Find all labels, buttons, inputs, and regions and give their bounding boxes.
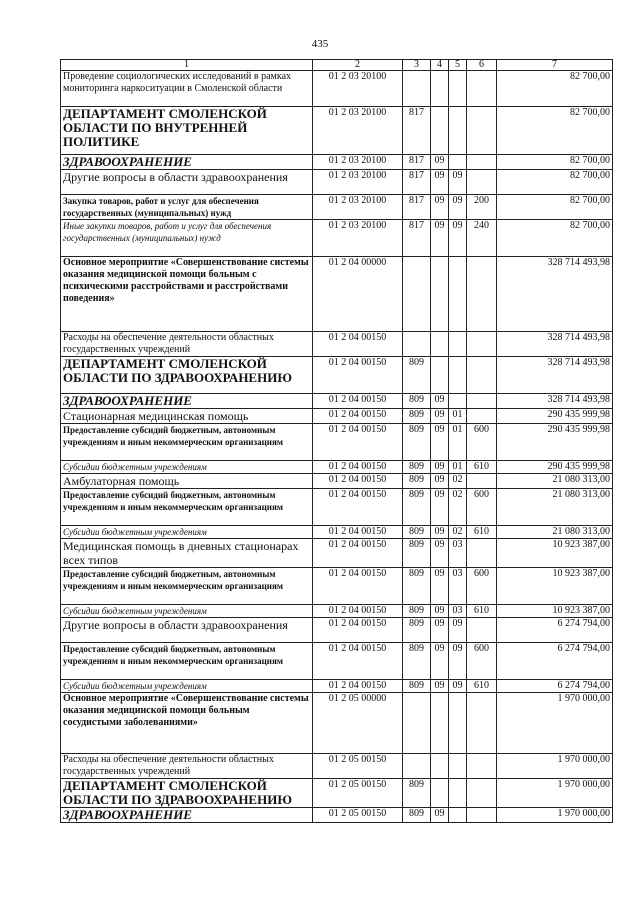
- header-cell: 5: [449, 60, 467, 71]
- subsection-cell: 09: [449, 220, 467, 257]
- subsection-cell: 03: [449, 568, 467, 605]
- expense-type-cell: 610: [467, 605, 497, 618]
- section-cell: [431, 257, 449, 332]
- admin-code-cell: 809: [403, 394, 431, 409]
- admin-code-cell: 809: [403, 424, 431, 461]
- amount-cell: 290 435 999,98: [497, 461, 613, 474]
- target-article-cell: 01 2 04 00150: [313, 424, 403, 461]
- section-cell: 09: [431, 680, 449, 693]
- row-name-cell: Закупка товаров, работ и услуг для обеспечения государственных (муниципальных) нужд: [61, 195, 313, 220]
- row-name-cell: Предоставление субсидий бюджетным, автономным учреждениям и иным некоммерческим организациям: [61, 568, 313, 605]
- subsection-cell: [449, 107, 467, 155]
- section-cell: [431, 71, 449, 107]
- table-row: [61, 409, 613, 424]
- section-cell: 09: [431, 394, 449, 409]
- table-row: [61, 568, 613, 605]
- admin-code-cell: 809: [403, 461, 431, 474]
- table-row: [61, 332, 613, 357]
- admin-code-cell: 809: [403, 568, 431, 605]
- subsection-cell: [449, 155, 467, 170]
- admin-code-cell: 817: [403, 107, 431, 155]
- row-name-cell: Основное мероприятие «Совершенствование системы оказания медицинской помощи больным с психическими расстройствами и расстройствами поведения»: [61, 257, 313, 332]
- subsection-cell: [449, 71, 467, 107]
- table-row: [61, 357, 613, 394]
- subsection-cell: 01: [449, 409, 467, 424]
- table-row: [61, 779, 613, 808]
- expense-type-cell: 610: [467, 680, 497, 693]
- section-cell: 09: [431, 489, 449, 526]
- row-name-cell: ДЕПАРТАМЕНТ СМОЛЕНСКОЙ ОБЛАСТИ ПО ЗДРАВООХРАНЕНИЮ: [61, 357, 313, 394]
- amount-cell: 328 714 493,98: [497, 257, 613, 332]
- row-name-cell: Расходы на обеспечение деятельности областных государственных учреждений: [61, 754, 313, 779]
- amount-cell: 21 080 313,00: [497, 489, 613, 526]
- subsection-cell: [449, 754, 467, 779]
- amount-cell: 82 700,00: [497, 220, 613, 257]
- expense-type-cell: [467, 618, 497, 643]
- subsection-cell: 01: [449, 424, 467, 461]
- admin-code-cell: 809: [403, 539, 431, 568]
- expense-type-cell: 610: [467, 526, 497, 539]
- row-name-cell: Стационарная медицинская помощь: [61, 409, 313, 424]
- expense-type-cell: 600: [467, 568, 497, 605]
- header-cell: 3: [403, 60, 431, 71]
- table-row: [61, 394, 613, 409]
- expense-type-cell: 610: [467, 461, 497, 474]
- amount-cell: 82 700,00: [497, 107, 613, 155]
- expense-type-cell: [467, 409, 497, 424]
- expense-type-cell: [467, 754, 497, 779]
- target-article-cell: 01 2 03 20100: [313, 155, 403, 170]
- section-cell: 09: [431, 618, 449, 643]
- section-cell: 09: [431, 155, 449, 170]
- table-row: [61, 605, 613, 618]
- target-article-cell: 01 2 03 20100: [313, 195, 403, 220]
- row-name-cell: ЗДРАВООХРАНЕНИЕ: [61, 155, 313, 170]
- subsection-cell: 09: [449, 618, 467, 643]
- target-article-cell: 01 2 04 00150: [313, 643, 403, 680]
- amount-cell: 290 435 999,98: [497, 409, 613, 424]
- section-cell: 09: [431, 474, 449, 489]
- target-article-cell: 01 2 04 00150: [313, 332, 403, 357]
- expense-type-cell: [467, 71, 497, 107]
- amount-cell: 328 714 493,98: [497, 394, 613, 409]
- subsection-cell: 03: [449, 605, 467, 618]
- subsection-cell: 02: [449, 526, 467, 539]
- section-cell: 09: [431, 409, 449, 424]
- table-row: [61, 71, 613, 107]
- amount-cell: 1 970 000,00: [497, 754, 613, 779]
- amount-cell: 6 274 794,00: [497, 680, 613, 693]
- admin-code-cell: [403, 71, 431, 107]
- subsection-cell: 01: [449, 461, 467, 474]
- table-row: [61, 489, 613, 526]
- admin-code-cell: 817: [403, 170, 431, 195]
- amount-cell: 10 923 387,00: [497, 605, 613, 618]
- table-row: [61, 170, 613, 195]
- section-cell: 09: [431, 643, 449, 680]
- amount-cell: 328 714 493,98: [497, 357, 613, 394]
- table-row: [61, 474, 613, 489]
- section-cell: [431, 779, 449, 808]
- table-row: [61, 461, 613, 474]
- section-cell: 09: [431, 424, 449, 461]
- section-cell: [431, 357, 449, 394]
- subsection-cell: 02: [449, 489, 467, 526]
- subsection-cell: [449, 394, 467, 409]
- table-row: [61, 424, 613, 461]
- amount-cell: 82 700,00: [497, 71, 613, 107]
- table-row: [61, 257, 613, 332]
- row-name-cell: Другие вопросы в области здравоохранения: [61, 618, 313, 643]
- admin-code-cell: [403, 693, 431, 754]
- subsection-cell: [449, 693, 467, 754]
- expense-type-cell: 600: [467, 489, 497, 526]
- row-name-cell: Основное мероприятие «Совершенствование системы оказания медицинской помощи больным сосудистыми заболеваниями»: [61, 693, 313, 754]
- expense-type-cell: [467, 693, 497, 754]
- subsection-cell: 09: [449, 170, 467, 195]
- table-row: [61, 155, 613, 170]
- admin-code-cell: 809: [403, 605, 431, 618]
- target-article-cell: 01 2 05 00150: [313, 779, 403, 808]
- subsection-cell: 02: [449, 474, 467, 489]
- admin-code-cell: 809: [403, 779, 431, 808]
- admin-code-cell: 817: [403, 220, 431, 257]
- target-article-cell: 01 2 04 00000: [313, 257, 403, 332]
- target-article-cell: 01 2 04 00150: [313, 526, 403, 539]
- subsection-cell: [449, 357, 467, 394]
- target-article-cell: 01 2 04 00150: [313, 474, 403, 489]
- target-article-cell: 01 2 04 00150: [313, 489, 403, 526]
- budget-table: [60, 59, 613, 823]
- amount-cell: 6 274 794,00: [497, 618, 613, 643]
- target-article-cell: 01 2 05 00000: [313, 693, 403, 754]
- subsection-cell: [449, 332, 467, 357]
- table-row: [61, 643, 613, 680]
- target-article-cell: 01 2 03 20100: [313, 170, 403, 195]
- admin-code-cell: 809: [403, 808, 431, 823]
- row-name-cell: Иные закупки товаров, работ и услуг для обеспечения государственных (муниципальных) нужд: [61, 220, 313, 257]
- header-cell: 2: [313, 60, 403, 71]
- header-cell: 1: [61, 60, 313, 71]
- amount-cell: 82 700,00: [497, 195, 613, 220]
- row-name-cell: Предоставление субсидий бюджетным, автономным учреждениям и иным некоммерческим организациям: [61, 489, 313, 526]
- amount-cell: 6 274 794,00: [497, 643, 613, 680]
- subsection-cell: 09: [449, 643, 467, 680]
- row-name-cell: Другие вопросы в области здравоохранения: [61, 170, 313, 195]
- expense-type-cell: [467, 394, 497, 409]
- section-cell: 09: [431, 568, 449, 605]
- subsection-cell: [449, 257, 467, 332]
- row-name-cell: Субсидии бюджетным учреждениям: [61, 605, 313, 618]
- subsection-cell: 09: [449, 680, 467, 693]
- row-name-cell: Предоставление субсидий бюджетным, автономным учреждениям и иным некоммерческим организациям: [61, 424, 313, 461]
- target-article-cell: 01 2 04 00150: [313, 568, 403, 605]
- expense-type-cell: [467, 155, 497, 170]
- section-cell: 09: [431, 195, 449, 220]
- table-row: [61, 539, 613, 568]
- table-row: [61, 195, 613, 220]
- table-row: [61, 107, 613, 155]
- admin-code-cell: 809: [403, 643, 431, 680]
- row-name-cell: Предоставление субсидий бюджетным, автономным учреждениям и иным некоммерческим организациям: [61, 643, 313, 680]
- expense-type-cell: [467, 357, 497, 394]
- target-article-cell: 01 2 04 00150: [313, 539, 403, 568]
- admin-code-cell: 817: [403, 195, 431, 220]
- admin-code-cell: 809: [403, 526, 431, 539]
- section-cell: 09: [431, 605, 449, 618]
- section-cell: 09: [431, 461, 449, 474]
- admin-code-cell: 809: [403, 357, 431, 394]
- target-article-cell: 01 2 04 00150: [313, 357, 403, 394]
- row-name-cell: Субсидии бюджетным учреждениям: [61, 680, 313, 693]
- amount-cell: 10 923 387,00: [497, 568, 613, 605]
- target-article-cell: 01 2 05 00150: [313, 754, 403, 779]
- header-row: [61, 60, 613, 71]
- amount-cell: 290 435 999,98: [497, 424, 613, 461]
- target-article-cell: 01 2 05 00150: [313, 808, 403, 823]
- section-cell: [431, 693, 449, 754]
- section-cell: [431, 107, 449, 155]
- expense-type-cell: 600: [467, 424, 497, 461]
- admin-code-cell: 809: [403, 489, 431, 526]
- expense-type-cell: [467, 808, 497, 823]
- amount-cell: 1 970 000,00: [497, 779, 613, 808]
- section-cell: 09: [431, 808, 449, 823]
- admin-code-cell: 817: [403, 155, 431, 170]
- admin-code-cell: 809: [403, 618, 431, 643]
- admin-code-cell: 809: [403, 474, 431, 489]
- section-cell: 09: [431, 220, 449, 257]
- admin-code-cell: [403, 257, 431, 332]
- expense-type-cell: [467, 539, 497, 568]
- target-article-cell: 01 2 04 00150: [313, 409, 403, 424]
- section-cell: 09: [431, 526, 449, 539]
- row-name-cell: ЗДРАВООХРАНЕНИЕ: [61, 394, 313, 409]
- amount-cell: 1 970 000,00: [497, 808, 613, 823]
- amount-cell: 82 700,00: [497, 155, 613, 170]
- row-name-cell: Медицинская помощь в дневных стационарах всех типов: [61, 539, 313, 568]
- amount-cell: 21 080 313,00: [497, 474, 613, 489]
- header-cell: 4: [431, 60, 449, 71]
- table-body: [61, 71, 613, 823]
- row-name-cell: Амбулаторная помощь: [61, 474, 313, 489]
- header-cell: 7: [497, 60, 613, 71]
- expense-type-cell: [467, 779, 497, 808]
- target-article-cell: 01 2 04 00150: [313, 605, 403, 618]
- section-cell: 09: [431, 539, 449, 568]
- page-number: 435: [311, 38, 329, 50]
- admin-code-cell: 809: [403, 409, 431, 424]
- row-name-cell: ДЕПАРТАМЕНТ СМОЛЕНСКОЙ ОБЛАСТИ ПО ВНУТРЕННЕЙ ПОЛИТИКЕ: [61, 107, 313, 155]
- table-row: [61, 680, 613, 693]
- table-row: [61, 220, 613, 257]
- expense-type-cell: 200: [467, 195, 497, 220]
- expense-type-cell: [467, 332, 497, 357]
- target-article-cell: 01 2 04 00150: [313, 394, 403, 409]
- amount-cell: 21 080 313,00: [497, 526, 613, 539]
- table-row: [61, 693, 613, 754]
- section-cell: [431, 754, 449, 779]
- target-article-cell: 01 2 04 00150: [313, 618, 403, 643]
- admin-code-cell: [403, 332, 431, 357]
- row-name-cell: Расходы на обеспечение деятельности областных государственных учреждений: [61, 332, 313, 357]
- header-cell: 6: [467, 60, 497, 71]
- target-article-cell: 01 2 03 20100: [313, 107, 403, 155]
- amount-cell: 82 700,00: [497, 170, 613, 195]
- expense-type-cell: 600: [467, 643, 497, 680]
- amount-cell: 1 970 000,00: [497, 693, 613, 754]
- row-name-cell: Проведение социологических исследований в рамках мониторинга наркоситуации в Смоленской области: [61, 71, 313, 107]
- admin-code-cell: [403, 754, 431, 779]
- target-article-cell: 01 2 03 20100: [313, 71, 403, 107]
- amount-cell: 10 923 387,00: [497, 539, 613, 568]
- table-row: [61, 526, 613, 539]
- row-name-cell: ДЕПАРТАМЕНТ СМОЛЕНСКОЙ ОБЛАСТИ ПО ЗДРАВООХРАНЕНИЮ: [61, 779, 313, 808]
- row-name-cell: ЗДРАВООХРАНЕНИЕ: [61, 808, 313, 823]
- section-cell: 09: [431, 170, 449, 195]
- section-cell: [431, 332, 449, 357]
- table-row: [61, 618, 613, 643]
- table-row: [61, 754, 613, 779]
- row-name-cell: Субсидии бюджетным учреждениям: [61, 461, 313, 474]
- expense-type-cell: [467, 474, 497, 489]
- amount-cell: 328 714 493,98: [497, 332, 613, 357]
- target-article-cell: 01 2 04 00150: [313, 461, 403, 474]
- subsection-cell: [449, 779, 467, 808]
- subsection-cell: 03: [449, 539, 467, 568]
- expense-type-cell: 240: [467, 220, 497, 257]
- row-name-cell: Субсидии бюджетным учреждениям: [61, 526, 313, 539]
- table-row: [61, 808, 613, 823]
- expense-type-cell: [467, 257, 497, 332]
- admin-code-cell: 809: [403, 680, 431, 693]
- target-article-cell: 01 2 04 00150: [313, 680, 403, 693]
- target-article-cell: 01 2 03 20100: [313, 220, 403, 257]
- subsection-cell: 09: [449, 195, 467, 220]
- expense-type-cell: [467, 170, 497, 195]
- subsection-cell: [449, 808, 467, 823]
- expense-type-cell: [467, 107, 497, 155]
